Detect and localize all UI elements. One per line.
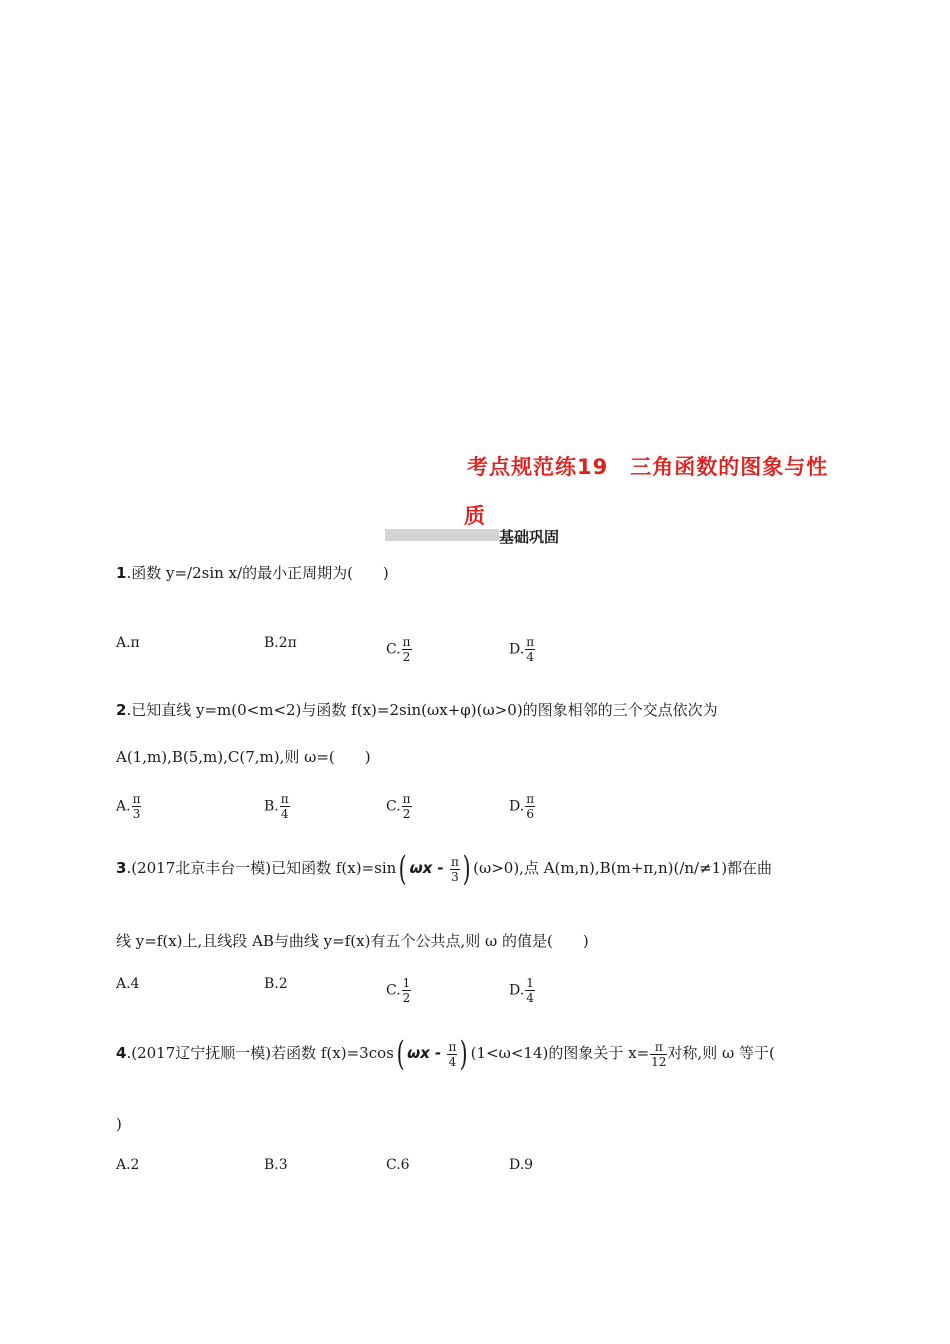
question-number: 3 (116, 859, 127, 877)
fraction: $\frac{\pi}{4}$ (526, 635, 535, 664)
question-text-continued: (1<ω<14)的图象关于 x= (470, 1044, 650, 1062)
question-number: 4 (116, 1044, 127, 1062)
inner-expression: ωx - (409, 859, 449, 877)
question-text-end: 对称,则 ω 等于( (667, 1044, 775, 1062)
option-d: D. $\frac{1}{4}$ (509, 976, 534, 1005)
page-title: 考点规范练19 三角函数的图象与性 (467, 455, 829, 479)
right-paren: ) (462, 849, 471, 889)
section-bar (385, 529, 499, 541)
fraction: $\frac{\pi}{4}$ (448, 1039, 457, 1069)
fraction: $\frac{1}{2}$ (402, 976, 411, 1005)
option-a: A.π (116, 635, 140, 651)
option-d: D.9 (509, 1157, 534, 1173)
question-number: 1 (116, 564, 127, 582)
option-b: B.2 (264, 976, 288, 992)
option-label: D. (509, 641, 525, 658)
inner-expression: ωx - (407, 1044, 447, 1062)
fraction: $\frac{\pi}{6}$ (526, 792, 535, 821)
question-text: 已知直线 y=m(0<m<2)与函数 f(x)=2sin(ωx+φ)(ω>0)的图象相邻的三个交点依次为 (131, 701, 718, 719)
option-c: C. $\frac{1}{2}$ (386, 976, 411, 1005)
option-d (509, 635, 535, 664)
fraction: $\frac{\pi}{12}$ (651, 1039, 667, 1069)
question-1: 1.函数 y=/2sin x/的最小正周期为( ) (116, 564, 389, 582)
option-b: B.2π (264, 635, 297, 651)
right-paren: ) (460, 1034, 468, 1074)
question-2-line2: A(1,m),B(5,m),C(7,m),则 ω=( ) (116, 748, 371, 766)
page-title-continued: 质 (464, 504, 486, 528)
fraction: $\frac{\pi}{3}$ (450, 854, 459, 884)
question-number: 2 (116, 701, 127, 719)
question-2: 2.已知直线 y=m(0<m<2)与函数 f(x)=2sin(ωx+φ)(ω>0)的图象相邻的三个交点依次为 (116, 701, 718, 719)
question-text: (2017北京丰台一模)已知函数 f(x)=sin (131, 859, 397, 877)
option-label: C. (386, 641, 401, 658)
option-b: B. $\frac{\pi}{4}$ (264, 792, 289, 821)
fraction: $\frac{1}{4}$ (526, 976, 534, 1005)
section-label: 基础巩固 (499, 528, 560, 546)
option-a: A. $\frac{\pi}{3}$ (116, 792, 141, 821)
question-4-line2: ) (116, 1115, 122, 1133)
option-c: C. $\frac{\pi}{2}$ (386, 792, 411, 821)
left-paren: ( (396, 1034, 405, 1074)
option-d: D. $\frac{\pi}{6}$ (509, 792, 535, 821)
question-text: (2017辽宁抚顺一模)若函数 f(x)=3cos (131, 1044, 394, 1062)
option-a: A.4 (116, 976, 140, 992)
question-text: 函数 y=/2sin x/的最小正周期为( ) (131, 564, 389, 582)
option-c (386, 635, 412, 664)
option-b: B.3 (264, 1157, 288, 1173)
left-paren: ( (398, 849, 407, 889)
fraction: $\frac{\pi}{3}$ (132, 792, 141, 821)
fraction: $\frac{\pi}{2}$ (402, 792, 411, 821)
fraction: $\frac{\pi}{4}$ (280, 792, 289, 821)
option-a: A.2 (116, 1157, 140, 1173)
question-4: 4.(2017辽宁抚顺一模)若函数 f(x)=3cos( ωx - $\frac{\pi}{4}$ ) (1<ω<14)的图象关于 x= $\frac{\pi}{12}$ 对称,则 ω 等于( (116, 1034, 775, 1074)
fraction: $\frac{\pi}{2}$ (402, 635, 411, 664)
question-text-continued: (ω>0),点 A(m,n),B(m+π,n)(/n/≠1)都在曲 (473, 859, 773, 877)
question-3-line2: 线 y=f(x)上,且线段 AB与曲线 y=f(x)有五个公共点,则 ω 的值是( ) (116, 932, 589, 950)
question-3: 3.(2017北京丰台一模)已知函数 f(x)=sin( ωx - $\frac{\pi}{3}$ ) (ω>0),点 A(m,n),B(m+π,n)(/n/≠1)都在曲 (116, 849, 773, 889)
option-c: C.6 (386, 1157, 410, 1173)
